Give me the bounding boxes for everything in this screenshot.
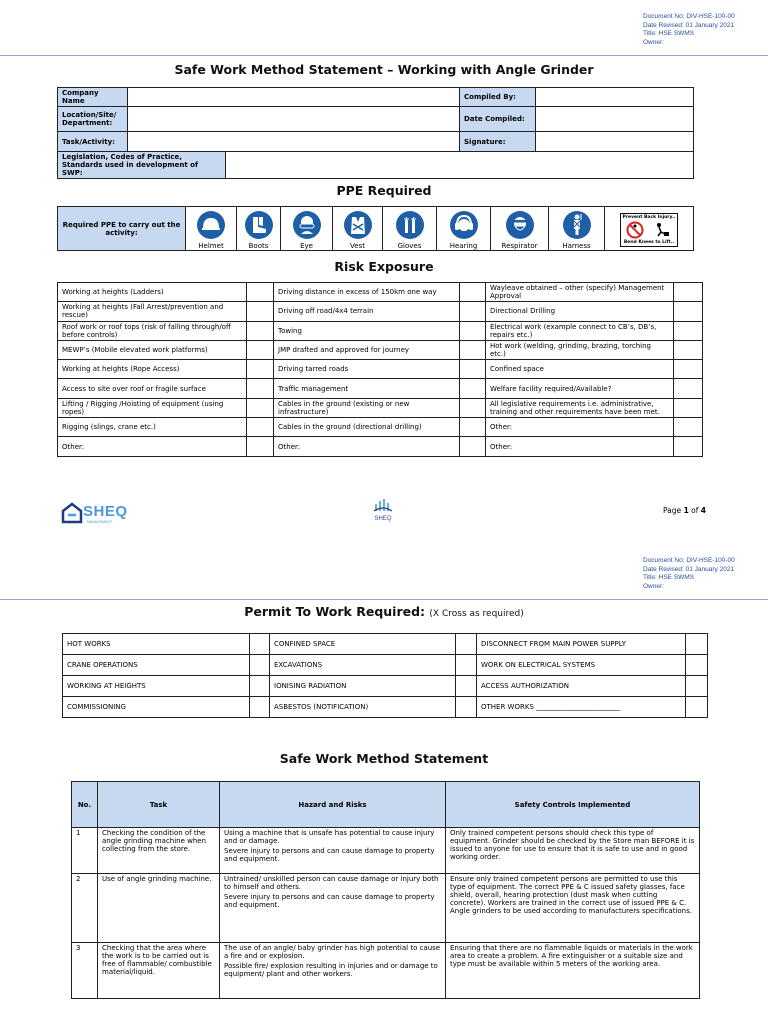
permit-row xyxy=(63,676,708,697)
risk-checkbox[interactable] xyxy=(247,437,274,456)
doc-owner: Owner: xyxy=(643,38,664,46)
ppe-vest-label: Vest xyxy=(350,242,365,250)
risk-checkbox[interactable] xyxy=(674,340,703,359)
col-header-controls: Safety Controls Implemented xyxy=(446,782,700,828)
risk-line: Possible fire/ explosion resulting in injuries and or damage to equipment/ plant and other workers. xyxy=(224,962,438,978)
risk-item: Electrical work (example connect to CB’s, DB’s, repairs etc.) xyxy=(486,321,674,340)
risk-checkbox[interactable] xyxy=(460,302,486,321)
center-logo-text: SHEQ xyxy=(374,516,392,522)
signature-field[interactable] xyxy=(536,132,694,152)
legislation-label: Legislation, Codes of Practice, Standards used in development of SWP: xyxy=(58,152,226,179)
permit-item: DISCONNECT FROM MAIN POWER SUPPLY xyxy=(477,634,686,655)
page-number xyxy=(663,506,706,515)
bend-knees-icon xyxy=(653,222,671,238)
permit-item: EXCAVATIONS xyxy=(270,655,456,676)
risk-row xyxy=(58,360,703,379)
row-hazard xyxy=(220,874,446,943)
risk-row xyxy=(58,418,703,437)
helmet-icon xyxy=(196,210,226,240)
permit-row xyxy=(63,634,708,655)
ppe-boots xyxy=(237,207,281,251)
logo-subtext: MANAGEMENT xyxy=(87,520,113,524)
permit-checkbox[interactable] xyxy=(686,697,708,718)
permit-item: CRANE OPERATIONS xyxy=(63,655,250,676)
risk-checkbox[interactable] xyxy=(247,360,274,379)
center-logo xyxy=(369,498,397,522)
legislation-field[interactable] xyxy=(226,152,694,179)
respirator-icon xyxy=(505,210,535,240)
risk-checkbox[interactable] xyxy=(460,283,486,302)
risk-checkbox[interactable] xyxy=(674,398,703,417)
ppe-boots-label: Boots xyxy=(248,242,269,250)
risk-item: Traffic management xyxy=(274,379,460,398)
risk-item: Working at heights (Rope Access) xyxy=(58,360,247,379)
row-number: 2 xyxy=(72,874,98,943)
of-word: of xyxy=(691,506,699,515)
risk-row xyxy=(58,283,703,302)
risk-item: Working at heights (Fall Arrest/prevention and rescue) xyxy=(58,302,247,321)
hazard-line: Using a machine that is unsafe has potential to cause injury and or damage. xyxy=(224,829,435,845)
leaf-logo-icon xyxy=(372,498,394,512)
doc-number-2: Document No: DIV-HSE-100-00 xyxy=(643,557,735,564)
permit-item: ASBESTOS (NOTIFICATION) xyxy=(270,697,456,718)
header-divider xyxy=(0,55,768,56)
risk-item: Driving distance in excess of 150km one way xyxy=(274,283,460,302)
permit-checkbox[interactable] xyxy=(250,676,270,697)
ppe-helmet-label: Helmet xyxy=(198,242,224,250)
risk-row xyxy=(58,340,703,359)
risk-exposure-table xyxy=(57,282,703,457)
risk-checkbox[interactable] xyxy=(460,398,486,417)
risk-item: Access to site over roof or fragile surface xyxy=(58,379,247,398)
permit-checkbox[interactable] xyxy=(250,634,270,655)
risk-checkbox[interactable] xyxy=(674,302,703,321)
row-controls: Ensure only trained competent persons are permitted to use this type of equipment. The correct PPE & C issued safety glasses, face shield, overall, hearing protection (dust mask when cutting concrete). Workers are trained in the correct use of issued PPE & C. Angle grinders to be used according to manufacturers specifications. xyxy=(446,874,700,943)
company-name-label: Company Name xyxy=(58,88,128,107)
col-header-no: No. xyxy=(72,782,98,828)
permit-checkbox[interactable] xyxy=(456,676,477,697)
risk-row xyxy=(58,398,703,417)
risk-item: Towing xyxy=(274,321,460,340)
logo-text: SHEQ xyxy=(83,503,128,520)
risk-item: Other: xyxy=(58,437,247,456)
permit-checkbox[interactable] xyxy=(686,655,708,676)
row-number: 1 xyxy=(72,828,98,874)
doc-owner-2: Owner: xyxy=(643,582,664,590)
ppe-table xyxy=(57,206,694,251)
risk-item: Other: xyxy=(274,437,460,456)
ppe-eye xyxy=(281,207,333,251)
hazard-line: The use of an angle/ baby grinder has high potential to cause a fire and or explosion. xyxy=(224,944,441,960)
harness-icon xyxy=(562,210,592,240)
doc-title-2: Title: HSE SWMS xyxy=(643,574,695,581)
no-lifting-icon xyxy=(626,221,644,239)
ppe-helmet xyxy=(186,207,237,251)
risk-checkbox[interactable] xyxy=(460,418,486,437)
risk-item: Cables in the ground (directional drilling) xyxy=(274,418,460,437)
risk-item: JMP drafted and approved for journey xyxy=(274,340,460,359)
risk-line: Severe injury to persons and can cause damage to property and equipment. xyxy=(224,893,435,909)
sign-line1: Prevent Back Injury.. xyxy=(622,214,676,220)
compiled-by-label: Compiled By: xyxy=(460,88,536,107)
risk-checkbox[interactable] xyxy=(674,418,703,437)
risk-row xyxy=(58,379,703,398)
risk-checkbox[interactable] xyxy=(247,321,274,340)
risk-title: Risk Exposure xyxy=(334,259,434,274)
task-label: Task/Activity: xyxy=(58,132,128,152)
permit-checkbox[interactable] xyxy=(250,655,270,676)
permit-item: ACCESS AUTHORIZATION xyxy=(477,676,686,697)
risk-item: Welfare facility required/Available? xyxy=(486,379,674,398)
ppe-respirator-label: Respirator xyxy=(501,242,538,250)
risk-item: Directional Drilling xyxy=(486,302,674,321)
date-compiled-field[interactable] xyxy=(536,107,694,132)
permit-checkbox[interactable] xyxy=(456,697,477,718)
row-number: 3 xyxy=(72,943,98,999)
risk-checkbox[interactable] xyxy=(247,283,274,302)
ppe-gloves xyxy=(383,207,437,251)
permit-checkbox[interactable] xyxy=(686,634,708,655)
risk-item: Cables in the ground (existing or new infrastructure) xyxy=(274,398,460,417)
page-current: 1 xyxy=(683,506,689,515)
risk-item: Working at heights (Ladders) xyxy=(58,283,247,302)
risk-item: Other: xyxy=(486,418,674,437)
risk-checkbox[interactable] xyxy=(674,283,703,302)
risk-checkbox[interactable] xyxy=(460,360,486,379)
boots-icon xyxy=(244,210,274,240)
swms-title: Safe Work Method Statement xyxy=(279,751,489,766)
risk-item: Roof work or roof tops (risk of falling through/off before controls) xyxy=(58,321,247,340)
swms-row xyxy=(72,943,700,999)
permit-item: HOT WORKS xyxy=(63,634,250,655)
location-field[interactable] xyxy=(128,107,460,132)
permit-title xyxy=(0,604,768,619)
risk-item: Confined space xyxy=(486,360,674,379)
risk-row xyxy=(58,321,703,340)
company-name-field[interactable] xyxy=(128,88,460,107)
task-field[interactable] xyxy=(128,132,460,152)
ppe-title: PPE Required xyxy=(336,183,432,198)
ppe-hearing xyxy=(437,207,491,251)
doc-title: Title: HSE SWMS xyxy=(643,30,695,37)
permit-table xyxy=(62,633,708,718)
col-header-hazard: Hazard and Risks xyxy=(220,782,446,828)
row-task: Checking the condition of the angle grinding machine when collecting from the store. xyxy=(98,828,220,874)
compiled-by-field[interactable] xyxy=(536,88,694,107)
header-divider-2 xyxy=(0,599,768,600)
risk-row xyxy=(58,302,703,321)
risk-item: Other: xyxy=(486,437,674,456)
risk-checkbox[interactable] xyxy=(247,418,274,437)
ppe-label: Required PPE to carry out the activity: xyxy=(58,207,186,251)
hazard-line: Untrained/ unskilled person can cause damage or injury both to himself and others. xyxy=(224,875,439,891)
risk-checkbox[interactable] xyxy=(247,340,274,359)
document-meta-2 xyxy=(643,557,735,591)
permit-title-sub: (X Cross as required) xyxy=(429,609,524,619)
vest-icon xyxy=(343,210,373,240)
risk-item: Driving off road/4x4 terrain xyxy=(274,302,460,321)
ppe-back-injury-sign xyxy=(605,207,694,251)
permit-checkbox[interactable] xyxy=(456,634,477,655)
risk-item: Hot work (welding, grinding, brazing, torching etc.) xyxy=(486,340,674,359)
risk-item: Wayleave obtained – other (specify) Management Approval xyxy=(486,283,674,302)
permit-checkbox[interactable] xyxy=(250,697,270,718)
permit-item: CONFINED SPACE xyxy=(270,634,456,655)
swms-row xyxy=(72,828,700,874)
permit-item: WORKING AT HEIGHTS xyxy=(63,676,250,697)
swms-table xyxy=(71,781,700,999)
location-label: Location/Site/ Department: xyxy=(58,107,128,132)
row-task: Checking that the area where the work is to be carried out is free of flammable/ combustible material/liquid. xyxy=(98,943,220,999)
ppe-harness-label: Harness xyxy=(562,242,591,250)
sign-line2: Bend Knees to Lift.. xyxy=(623,239,675,245)
permit-row xyxy=(63,655,708,676)
doc-number: Document No: DIV-HSE-100-00 xyxy=(643,13,735,20)
gloves-icon xyxy=(395,210,425,240)
row-task: Use of angle grinding machine. xyxy=(98,874,220,943)
risk-checkbox[interactable] xyxy=(674,360,703,379)
risk-row xyxy=(58,437,703,456)
risk-checkbox[interactable] xyxy=(460,321,486,340)
risk-checkbox[interactable] xyxy=(247,379,274,398)
hearing-protection-icon xyxy=(449,210,479,240)
page-word: Page xyxy=(663,506,682,515)
risk-line: Severe injury to persons and can cause damage to property and equipment. xyxy=(224,847,435,863)
permit-title-main: Permit To Work Required: xyxy=(244,604,426,619)
risk-checkbox[interactable] xyxy=(674,379,703,398)
ppe-vest xyxy=(333,207,383,251)
ppe-gloves-label: Gloves xyxy=(397,242,422,250)
swms-row xyxy=(72,874,700,943)
page-total: 4 xyxy=(700,506,707,515)
document-meta xyxy=(643,13,735,47)
row-hazard xyxy=(220,943,446,999)
risk-checkbox[interactable] xyxy=(674,321,703,340)
permit-item: WORK ON ELECTRICAL SYSTEMS xyxy=(477,655,686,676)
row-controls: Only trained competent persons should check this type of equipment. Grinder should be checked by the Store man BEFORE it is issued to anyone for use to ensure that it is safe to use and in good working order. xyxy=(446,828,700,874)
permit-item: COMMISSIONING xyxy=(63,697,250,718)
signature-label: Signature: xyxy=(460,132,536,152)
date-revised-2: Date Revised: 01 January 2021 xyxy=(643,565,735,573)
risk-item: MEWP’s (Mobile elevated work platforms) xyxy=(58,340,247,359)
risk-item: All legislative requirements i.e. administrative, training and other requirements have been met. xyxy=(486,398,674,417)
eye-protection-icon xyxy=(292,210,322,240)
ppe-eye-label: Eye xyxy=(300,242,313,250)
risk-item: Driving tarred roads xyxy=(274,360,460,379)
risk-checkbox[interactable] xyxy=(247,302,274,321)
risk-item: Lifting / Rigging /Hoisting of equipment (using ropes) xyxy=(58,398,247,417)
ppe-respirator xyxy=(491,207,549,251)
row-controls: Ensuring that there are no flammable liquids or materials in the work area to create a problem. A fire extinguisher or a suitable size and type must be available within 5 meters of the working area. xyxy=(446,943,700,999)
date-compiled-label: Date Compiled: xyxy=(460,107,536,132)
risk-checkbox[interactable] xyxy=(674,437,703,456)
risk-checkbox[interactable] xyxy=(247,398,274,417)
risk-checkbox[interactable] xyxy=(460,379,486,398)
risk-checkbox[interactable] xyxy=(460,437,486,456)
risk-checkbox[interactable] xyxy=(460,340,486,359)
permit-item: OTHER WORKS ________________________ xyxy=(477,697,686,718)
col-header-task: Task xyxy=(98,782,220,828)
permit-checkbox[interactable] xyxy=(686,676,708,697)
ppe-harness xyxy=(549,207,605,251)
risk-item: Rigging (slings, crane etc.) xyxy=(58,418,247,437)
house-logo-icon xyxy=(61,502,83,524)
date-revised: Date Revised: 01 January 2021 xyxy=(643,21,735,29)
permit-item: IONISING RADIATION xyxy=(270,676,456,697)
info-table xyxy=(57,87,694,179)
ppe-hearing-label: Hearing xyxy=(449,242,478,250)
row-hazard xyxy=(220,828,446,874)
permit-row xyxy=(63,697,708,718)
permit-checkbox[interactable] xyxy=(456,655,477,676)
page-title: Safe Work Method Statement – Working with Angle Grinder xyxy=(174,62,594,77)
